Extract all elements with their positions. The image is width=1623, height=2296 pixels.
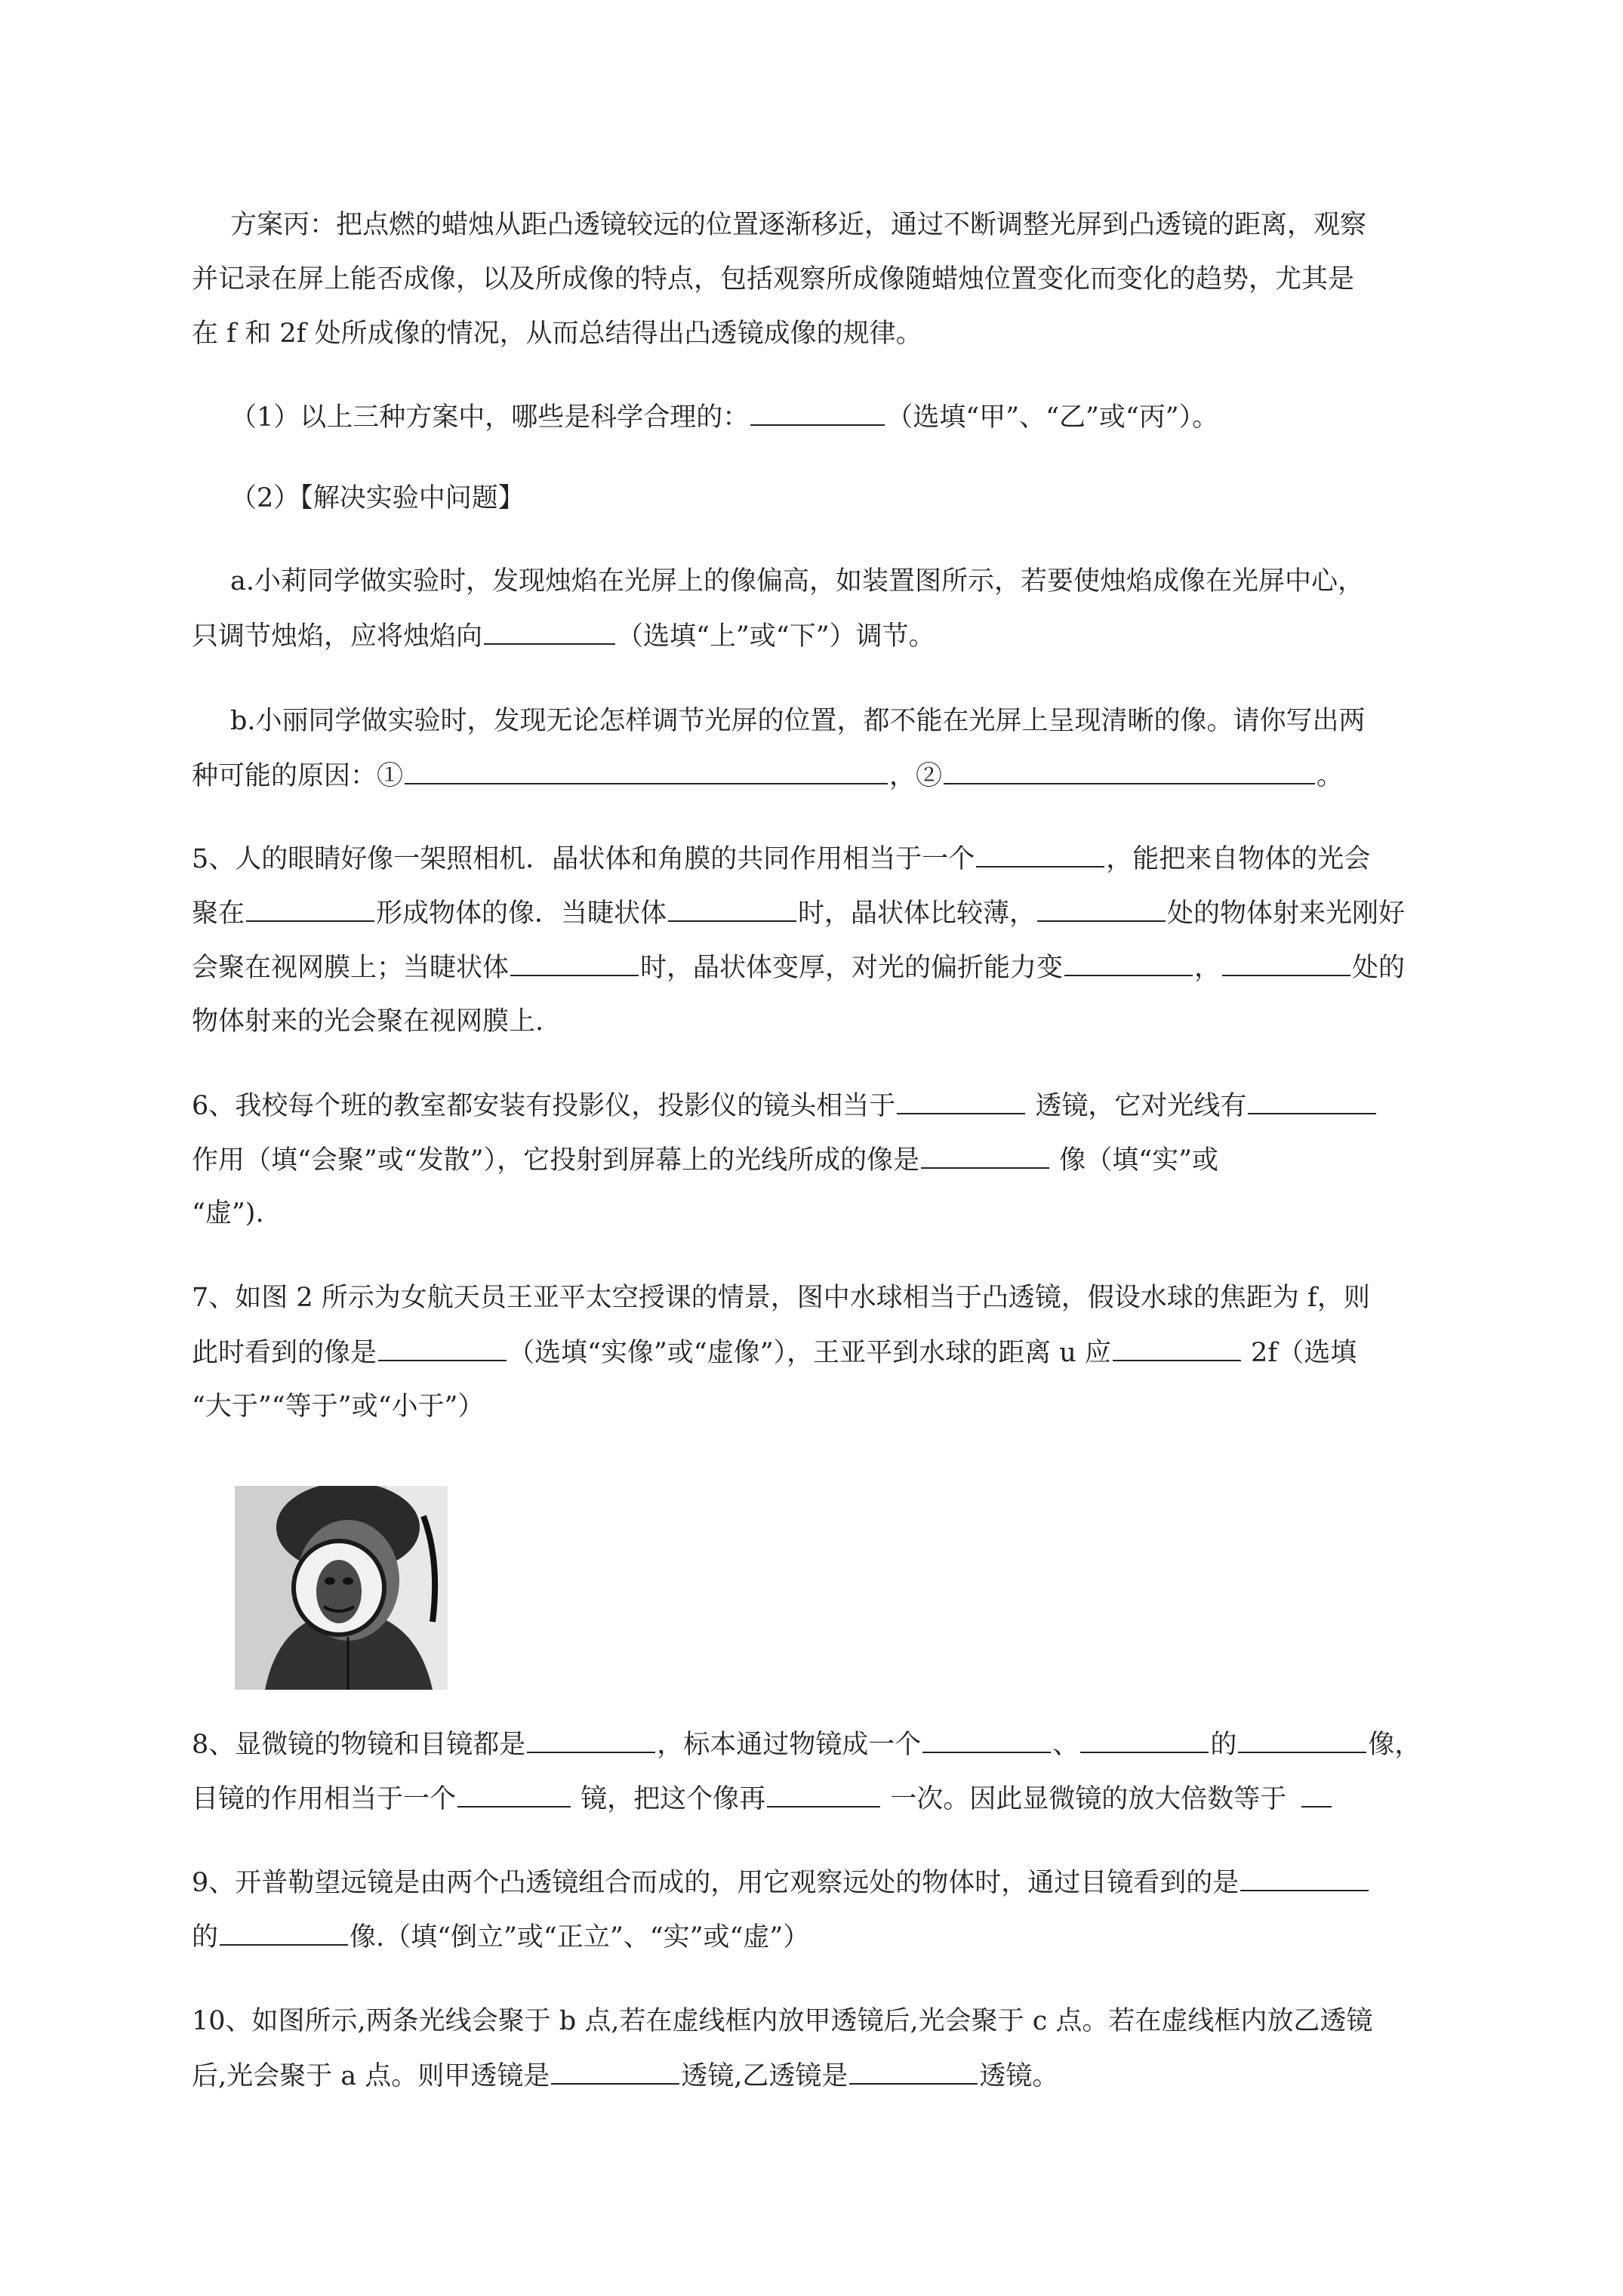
question-5-line-3 bbox=[192, 949, 1405, 986]
question-6-line-3: “虚”). bbox=[192, 1198, 264, 1228]
question-5-line-2 bbox=[192, 895, 1405, 932]
answer-blank[interactable] bbox=[1222, 949, 1350, 976]
answer-blank[interactable] bbox=[378, 1334, 507, 1361]
plan-c-line-3: 在 f 和 2f 处所成像的情况，从而总结得出凸透镜成像的规律。 bbox=[192, 319, 922, 349]
answer-blank[interactable] bbox=[976, 840, 1104, 868]
question-text: 像， bbox=[1368, 1730, 1421, 1760]
question-4-b-line-1: b.小丽同学做实验时，发现无论怎样调节光屏的位置，都不能在光屏上呈现清晰的像。请你写出两 bbox=[230, 706, 1366, 736]
answer-blank[interactable] bbox=[220, 1918, 348, 1946]
question-text: 、 bbox=[1052, 1730, 1079, 1760]
question-text: 种可能的原因：① bbox=[192, 761, 404, 791]
question-text: 处的 bbox=[1352, 953, 1406, 983]
question-7-line-3: “大于”“等于”或“小于”） bbox=[192, 1391, 485, 1422]
question-10-line-2 bbox=[192, 2057, 1058, 2094]
question-4-a-line-1: a.小莉同学做实验时，发现烛焰在光屏上的像偏高，如装置图所示，若要使烛焰成像在光屏中心， bbox=[230, 566, 1364, 596]
answer-blank[interactable] bbox=[484, 618, 615, 645]
question-text: 聚在 bbox=[192, 898, 245, 929]
question-6-line-1 bbox=[192, 1087, 1378, 1124]
plan-c-line-1: 方案丙：把点燃的蜡烛从距凸透镜较远的位置逐渐移近，通过不断调整光屏到凸透镜的距离，观察 bbox=[230, 210, 1367, 240]
plan-c-line-2: 并记录在屏上能否成像，以及所成像的特点，包括观察所成像随蜡烛位置变化而变化的趋势，尤其是 bbox=[192, 264, 1355, 294]
question-text: 镜，把这个像再 bbox=[572, 1784, 766, 1814]
question-text: 目镜的作用相当于一个 bbox=[192, 1784, 457, 1814]
question-text: 透镜，它对光线有 bbox=[1027, 1091, 1247, 1121]
question-text: （选填“甲”、“乙”或“丙”）。 bbox=[886, 402, 1219, 433]
question-text: 8、显微镜的物镜和目镜都是 bbox=[192, 1730, 526, 1760]
question-text: （选填“实像”或“虚像”），王亚平到水球的距离 u 应 bbox=[508, 1338, 1111, 1368]
photo-illustration bbox=[235, 1486, 448, 1690]
question-text: 会聚在视网膜上；当睫状体 bbox=[192, 953, 510, 983]
answer-blank[interactable] bbox=[897, 1087, 1025, 1114]
astronaut-water-ball-photo bbox=[235, 1486, 448, 1690]
answer-blank[interactable] bbox=[921, 1142, 1049, 1169]
question-text: 作用（填“会聚”或“发散”），它投射到屏幕上的光线所成的像是 bbox=[192, 1145, 920, 1176]
question-text: 像.（填“倒立”或“正立”、“实”或“虚”） bbox=[350, 1922, 810, 1952]
question-4-1 bbox=[230, 399, 1218, 436]
answer-blank[interactable] bbox=[849, 2057, 978, 2085]
answer-blank[interactable] bbox=[767, 1780, 880, 1808]
question-7-line-1: 7、如图 2 所示为女航天员王亚平太空授课的情景，图中水球相当于凸透镜，假设水球的焦距为 f，则 bbox=[192, 1283, 1370, 1313]
question-text: 透镜。 bbox=[979, 2061, 1059, 2091]
answer-blank[interactable] bbox=[510, 949, 639, 976]
question-text: ，能把来自物体的光会 bbox=[1106, 844, 1371, 874]
question-text: 9、开普勒望远镜是由两个凸透镜组合而成的，用它观察远处的物体时，通过目镜看到的是 bbox=[192, 1868, 1240, 1898]
question-text: ， bbox=[1194, 953, 1221, 983]
answer-blank[interactable] bbox=[1301, 1780, 1332, 1808]
question-9-line-1 bbox=[192, 1864, 1370, 1901]
question-5-line-1 bbox=[192, 840, 1370, 877]
question-4-2-title: （2）【解决实验中问题】 bbox=[230, 483, 525, 513]
question-6-line-2 bbox=[192, 1142, 1218, 1179]
question-text: 透镜,乙透镜是 bbox=[681, 2061, 848, 2091]
answer-blank[interactable] bbox=[750, 399, 885, 426]
question-text: 的 bbox=[1210, 1730, 1237, 1760]
answer-blank[interactable] bbox=[668, 895, 796, 922]
question-4-a-line-2 bbox=[192, 618, 935, 655]
answer-blank[interactable] bbox=[551, 2057, 679, 2085]
question-text: （1）以上三种方案中，哪些是科学合理的： bbox=[230, 402, 750, 433]
answer-blank[interactable] bbox=[1064, 949, 1193, 976]
question-text: （选填“上”或“下”）调节。 bbox=[617, 621, 935, 652]
question-10-line-1: 10、如图所示,两条光线会聚于 b 点,若在虚线框内放甲透镜后,光会聚于 c 点。若在虚线框内放乙透镜 bbox=[192, 2006, 1373, 2036]
answer-blank[interactable] bbox=[944, 757, 1315, 784]
question-text: 处的物体射来光刚好 bbox=[1167, 898, 1406, 929]
question-text: 一次。因此显微镜的放大倍数等于 bbox=[882, 1784, 1287, 1814]
answer-blank[interactable] bbox=[405, 757, 888, 784]
question-text: 只调节烛焰，应将烛焰向 bbox=[192, 621, 483, 652]
question-text: 。 bbox=[1317, 761, 1344, 791]
answer-blank[interactable] bbox=[457, 1780, 571, 1808]
answer-blank[interactable] bbox=[1080, 1726, 1209, 1753]
answer-blank[interactable] bbox=[1238, 1726, 1366, 1753]
answer-blank[interactable] bbox=[246, 895, 374, 922]
answer-blank[interactable] bbox=[1037, 895, 1166, 922]
question-text: ，标本通过物镜成一个 bbox=[657, 1730, 922, 1760]
question-text: 的 bbox=[192, 1922, 219, 1952]
question-text: 后,光会聚于 a 点。则甲透镜是 bbox=[192, 2061, 550, 2091]
question-text: 形成物体的像．当睫状体 bbox=[376, 898, 667, 929]
question-7-line-2 bbox=[192, 1334, 1357, 1371]
question-8-line-2 bbox=[192, 1780, 1333, 1817]
answer-blank[interactable] bbox=[1248, 1087, 1376, 1114]
question-text: 像（填“实”或 bbox=[1051, 1145, 1218, 1176]
question-5-line-4: 物体射来的光会聚在视网膜上. bbox=[192, 1006, 544, 1037]
question-text: 2f（选填 bbox=[1242, 1338, 1357, 1368]
question-text: ，② bbox=[889, 761, 943, 791]
answer-blank[interactable] bbox=[922, 1726, 1051, 1753]
question-text: 6、我校每个班的教室都安装有投影仪，投影仪的镜头相当于 bbox=[192, 1091, 896, 1121]
question-text: 5、人的眼睛好像一架照相机．晶状体和角膜的共同作用相当于一个 bbox=[192, 844, 975, 874]
question-text: 时，晶状体变厚，对光的偏折能力变 bbox=[640, 953, 1064, 983]
question-8-line-1 bbox=[192, 1726, 1421, 1763]
question-4-b-line-2 bbox=[192, 757, 1343, 794]
answer-blank[interactable] bbox=[1113, 1334, 1241, 1361]
answer-blank[interactable] bbox=[1240, 1864, 1369, 1891]
answer-blank[interactable] bbox=[527, 1726, 655, 1753]
question-9-line-2 bbox=[192, 1918, 809, 1955]
question-text: 时，晶状体比较薄， bbox=[798, 898, 1036, 929]
question-text: 此时看到的像是 bbox=[192, 1338, 377, 1368]
